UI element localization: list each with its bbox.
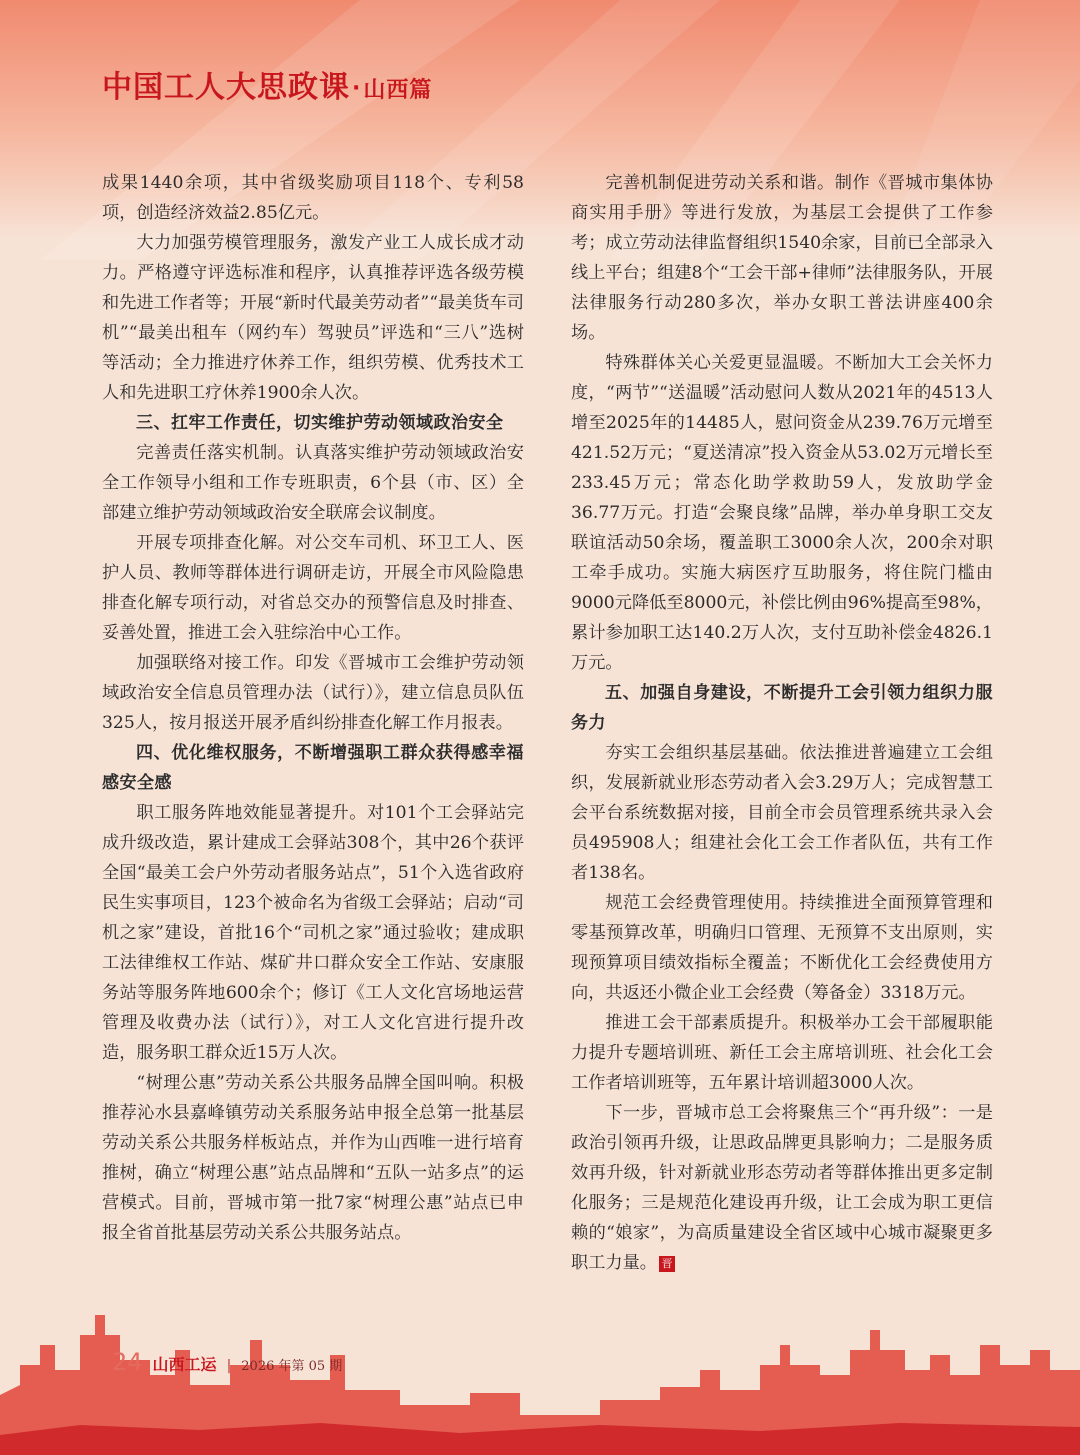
paragraph [102,528,524,648]
paragraph [102,168,524,228]
section-heading [102,738,524,798]
footer-separator: | [226,1358,232,1374]
section-heading-text: 三、扛牢工作责任，切实维护劳动领域政治安全 [136,413,504,433]
paragraph [571,348,993,678]
page-number: 24 [112,1348,143,1376]
paragraph [102,798,524,1068]
series-title-main: 中国工人大思政课 [102,70,350,105]
section-heading-text: 五、加强自身建设，不断提升工会引领力组织力服务力 [571,683,993,733]
paragraph [571,1008,993,1098]
series-title-sub: 山西篇 [363,78,433,103]
paragraph-text: 下一步，晋城市总工会将聚焦三个“再升级”：一是政治引领再升级，让思政品牌更具影响力；二是服务质效再升级，针对新就业形态劳动者等群体推出更多定制化服务；三是规范化建设再升级，让工会成为职工更信赖的“娘家”，为高质量建设全省区域中心城市凝聚更多职工力量。 [571,1103,993,1273]
paragraph-text: 完善机制促进劳动关系和谐。制作《晋城市集体协商实用手册》等进行发放，为基层工会提供了工作参考；成立劳动法律监督组织1540余家，目前已全部录入线上平台；组建8个“工会干部+律师”法律服务队，开展法律服务行动280多次，举办女职工普法讲座400余场。 [571,173,993,343]
paragraph [102,228,524,408]
paragraph-text: 加强联络对接工作。印发《晋城市工会维护劳动领域政治安全信息员管理办法（试行）》，建立信息员队伍325人，按月报送开展矛盾纠纷排查化解工作月报表。 [102,653,524,733]
paragraph [102,438,524,528]
paragraph-text: “树理公惠”劳动关系公共服务品牌全国叫响。积极推荐沁水县嘉峰镇劳动关系服务站申报全总第一批基层劳动关系公共服务样板站点，并作为山西唯一进行培育推树，确立“树理公惠”站点品牌和“五队一站多点”的运营模式。目前，晋城市第一批7家“树理公惠”站点已申报全省首批基层劳动关系公共服务站点。 [102,1073,524,1243]
paragraph [571,738,993,888]
issue-label: 2026 年第 05 期 [241,1359,343,1374]
paragraph-text: 特殊群体关心关爱更显温暖。不断加大工会关怀力度，“两节”“送温暖”活动慰问人数从2021年的4513人增至2025年的14485人，慰问资金从239.76万元增至421.52万元；“夏送清凉”投入资金从53.02万元增长至233.45万元；常态化助学救助59人，发放助学金36.77万元。打造“会聚良缘”品牌，举办单身职工交友联谊活动50余场，覆盖职工3000余人次，200余对职工牵手成功。实施大病医疗互助服务，将住院门槛由9000元降低至8000元，补偿比例由96%提高至98%，累计参加职工达140.2万人次，支付互助补偿金4826.1万元。 [571,353,993,673]
paragraph-text: 规范工会经费管理使用。持续推进全面预算管理和零基预算改革，明确归口管理、无预算不支出原则，实现预算项目绩效指标全覆盖；不断优化工会经费使用方向，共返还小微企业工会经费（筹备金）3318万元。 [571,893,993,1003]
paragraph-text: 完善责任落实机制。认真落实维护劳动领域政治安全工作领导小组和工作专班职责，6个县（市、区）全部建立维护劳动领域政治安全联席会议制度。 [102,443,524,523]
left-column [102,168,524,1248]
right-column [571,168,993,1278]
paragraph-text: 职工服务阵地效能显著提升。对101个工会驿站完成升级改造，累计建成工会驿站308个，其中26个获评全国“最美工会户外劳动者服务站点”，51个入选省政府民生实事项目，123个被命名为省级工会驿站；启动“司机之家”建设，首批16个“司机之家”通过验收；建成职工法律维权工作站、煤矿井口群众安全工作站、安康服务站等服务阵地600余个；修订《工人文化宫场地运营管理及收费办法（试行）》，对工人文化宫进行提升改造，服务职工群众近15万人次。 [102,803,524,1063]
paragraph [571,888,993,1008]
page-footer [112,1348,342,1378]
series-title-dot: · [352,76,362,101]
section-heading [102,408,524,438]
paragraph-text: 夯实工会组织基层基础。依法推进普遍建立工会组织，发展新就业形态劳动者入会3.29万人；完成智慧工会平台系统数据对接，目前全市会员管理系统共录入会员495908人；组建社会化工会工作者队伍，共有工作者138名。 [571,743,993,883]
magazine-name: 山西工运 [152,1355,217,1374]
end-mark-icon: 晋 [659,1256,675,1272]
paragraph-text: 开展专项排查化解。对公交车司机、环卫工人、医护人员、教师等群体进行调研走访，开展全市风险隐患排查化解专项行动，对省总交办的预警信息及时排查、妥善处置，推进工会入驻综治中心工作。 [102,533,524,643]
paragraph-text: 大力加强劳模管理服务，激发产业工人成长成才动力。严格遵守评选标准和程序，认真推荐评选各级劳模和先进工作者等；开展“新时代最美劳动者”“最美货车司机”“最美出租车（网约车）驾驶员”评选和“三八”选树等活动；全力推进疗休养工作，组织劳模、优秀技术工人和先进职工疗休养1900余人次。 [102,233,524,403]
series-title [102,62,433,105]
section-heading [571,678,993,738]
paragraph-text: 成果1440余项，其中省级奖励项目118个、专利58项，创造经济效益2.85亿元。 [102,173,524,223]
paragraph [102,1068,524,1248]
paragraph-text: 推进工会干部素质提升。积极举办工会干部履职能力提升专题培训班、新任工会主席培训班、社会化工会工作者培训班等，五年累计培训超3000人次。 [571,1013,993,1093]
paragraph [571,1098,993,1278]
section-heading-text: 四、优化维权服务，不断增强职工群众获得感幸福感安全感 [102,743,524,793]
paragraph [102,648,524,738]
paragraph [571,168,993,348]
